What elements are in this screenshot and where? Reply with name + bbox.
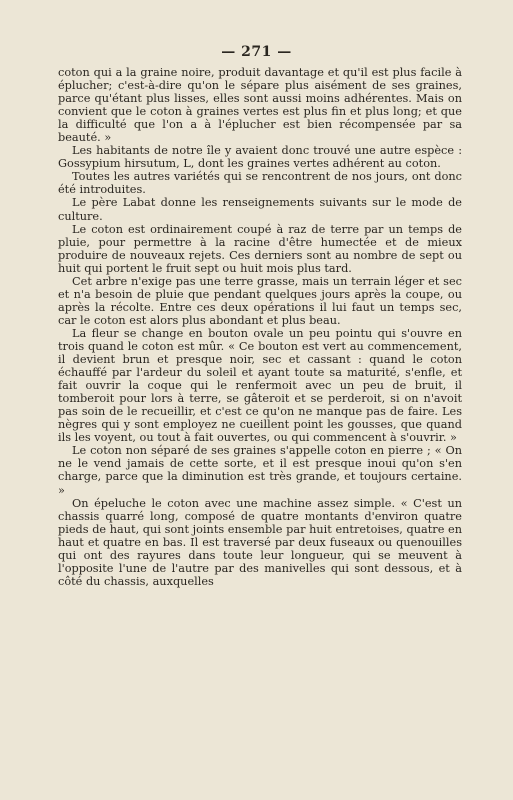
paragraph: Le coton est ordinairement coupé à raz de terre par un temps de pluie, pour permettre à la racine d'être humectée et de mieux produire de nouveaux rejets. Ces derniers sont au nombre de sept ou huit qui portent le fruit sept ou huit mois plus tard. (58, 222, 462, 275)
body-text (58, 66, 462, 588)
paragraph: Le coton non séparé de ses graines s'appelle coton en pierre ; « On ne le vend jamais de cette sorte, et il est presque inoui qu'on s'en charge, parce que la diminution est très grande, et toujours certaine. » (58, 444, 462, 497)
paragraph: coton qui a la graine noire, produit davantage et qu'il est plus facile à éplucher; c'est-à-dire qu'on le sépare plus aisément de ses graines, parce qu'étant plus lisses, elles sont aussi moins adhérentes. Mais on convient que le coton à graines vertes est plus fin et plus long; et que la difficulté que l'on a à l'éplucher est bien récompensée par sa beauté. » (58, 66, 462, 145)
page-number: — 271 — (221, 44, 292, 60)
paragraph: La fleur se change en bouton ovale un peu pointu qui s'ouvre en trois quand le coton est mûr. « Ce bouton est vert au commencement, il devient brun et presque noir, sec et cassant : quand le coton échauffé par l'ardeur du soleil et ayant toute sa maturité, s'enfle, et fait ouvrir la coque qui le renfermoit avec un peu de bruit, il tomberoit pour lors à terre, se gâteroit et se perderoit, si on n'avoit pas soin de le recueillir, et c'est ce qu'on ne manque pas de faire. Les nègres qui y sont employez ne cueillent point les gousses, que quand ils les voyent, ou tout à fait ouvertes, ou qui commencent à s'ouvrir. » (58, 326, 462, 445)
paragraph: Le père Labat donne les renseignements suivants sur le mode de culture. (58, 196, 462, 223)
paragraph: On épeluche le coton avec une machine assez simple. « C'est un chassis quarré long, composé de quatre montants d'environ quatre pieds de haut, qui sont joints ensemble par huit entretoises, quatre en haut et quatre en bas. Il est traversé par deux fuseaux ou quenouilles qui ont des rayures dans toute leur longueur, qui se meuvent à l'opposite l'une de l'autre par des manivelles qui sont dessous, et à côté du chassis, auxquelles (58, 496, 462, 588)
paragraph: Les habitants de notre île y avaient donc trouvé une autre espèce : Gossypium hirsutum, L, dont les graines vertes adhérent au coton. (58, 144, 462, 171)
paragraph: Toutes les autres variétés qui se rencontrent de nos jours, ont donc été introduites. (58, 170, 462, 197)
paragraph: Cet arbre n'exige pas une terre grasse, mais un terrain léger et sec et n'a besoin de pluie que pendant quelques jours après la coupe, ou après la récolte. Entre ces deux opérations il lui faut un temps sec, car le coton est alors plus abondant et plus beau. (58, 274, 462, 327)
